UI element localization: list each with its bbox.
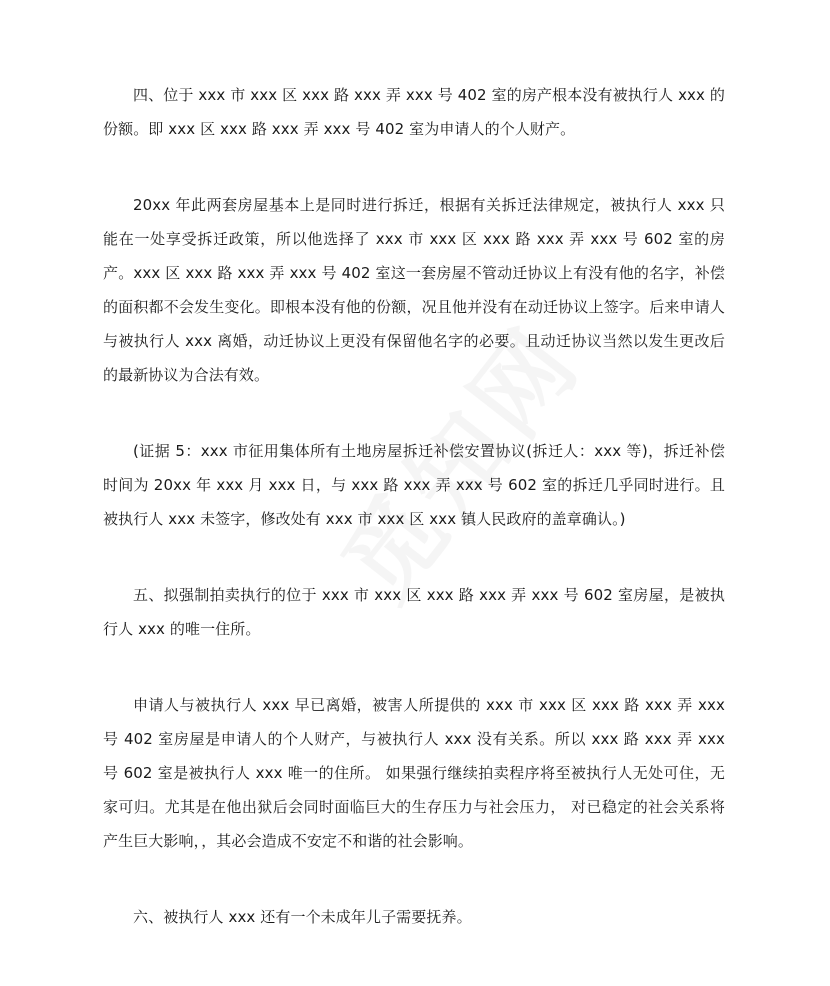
paragraph-relocation-details: 20xx 年此两套房屋基本上是同时进行拆迁，根据有关拆迁法律规定，被执行人 xxx 只能在一处享受拆迁政策，所以他选择了 xxx 市 xxx 区 xxx 路 xxx 弄 xxx 号 602 室的房产。xxx 区 xxx 路 xxx 弄 xxx 号 402 室这一套房屋不管动迁协议上有没有他的名字，补偿的面积都不会发生变化。即根本没有他的份额，况且他并没有在动迁协议上签字。后来申请人与被执行人 xxx 离婚，动迁协议上更没有保留他名字的必要。且动迁协议当然以发生更改后的最新协议为合法有效。 — [103, 196, 725, 384]
paragraph-sole-residence: 申请人与被执行人 xxx 早已离婚，被害人所提供的 xxx 市 xxx 区 xxx 路 xxx 弄 xxx 号 402 室房屋是申请人的个人财产，与被执行人 xxx 没有关系。所以 xxx 路 xxx 弄 xxx 号 602 室是被执行人 xxx 唯一的住所。 如果强行继续拍卖程序将至被执行人无处可住，无家可归。尤其是在他出狱后会同时面临巨大的生存压力与社会压力， 对已稳定的社会关系将产生巨大影响，，其必会造成不安定不和谐的社会影响。 — [103, 696, 725, 850]
paragraph-section-six: 六、被执行人 xxx 还有一个未成年儿子需要抚养。 — [133, 908, 472, 926]
document-body — [103, 78, 725, 934]
paragraph-section-five: 五、拟强制拍卖执行的位于 xxx 市 xxx 区 xxx 路 xxx 弄 xxx 号 602 室房屋，是被执行人 xxx 的唯一住所。 — [103, 586, 725, 638]
paragraph-section-four: 四、位于 xxx 市 xxx 区 xxx 路 xxx 弄 xxx 号 402 室的房产根本没有被执行人 xxx 的份额。即 xxx 区 xxx 路 xxx 弄 xxx 号 402 室为申请人的个人财产。 — [103, 86, 725, 138]
paragraph-evidence-five: (证据 5：xxx 市征用集体所有土地房屋拆迁补偿安置协议(拆迁人：xxx 等)，拆迁补偿时间为 20xx 年 xxx 月 xxx 日，与 xxx 路 xxx 弄 xxx 号 602 室的拆迁几乎同时进行。且被执行人 xxx 未签字，修改处有 xxx 市 xxx 区 xxx 镇人民政府的盖章确认。) — [103, 442, 725, 528]
